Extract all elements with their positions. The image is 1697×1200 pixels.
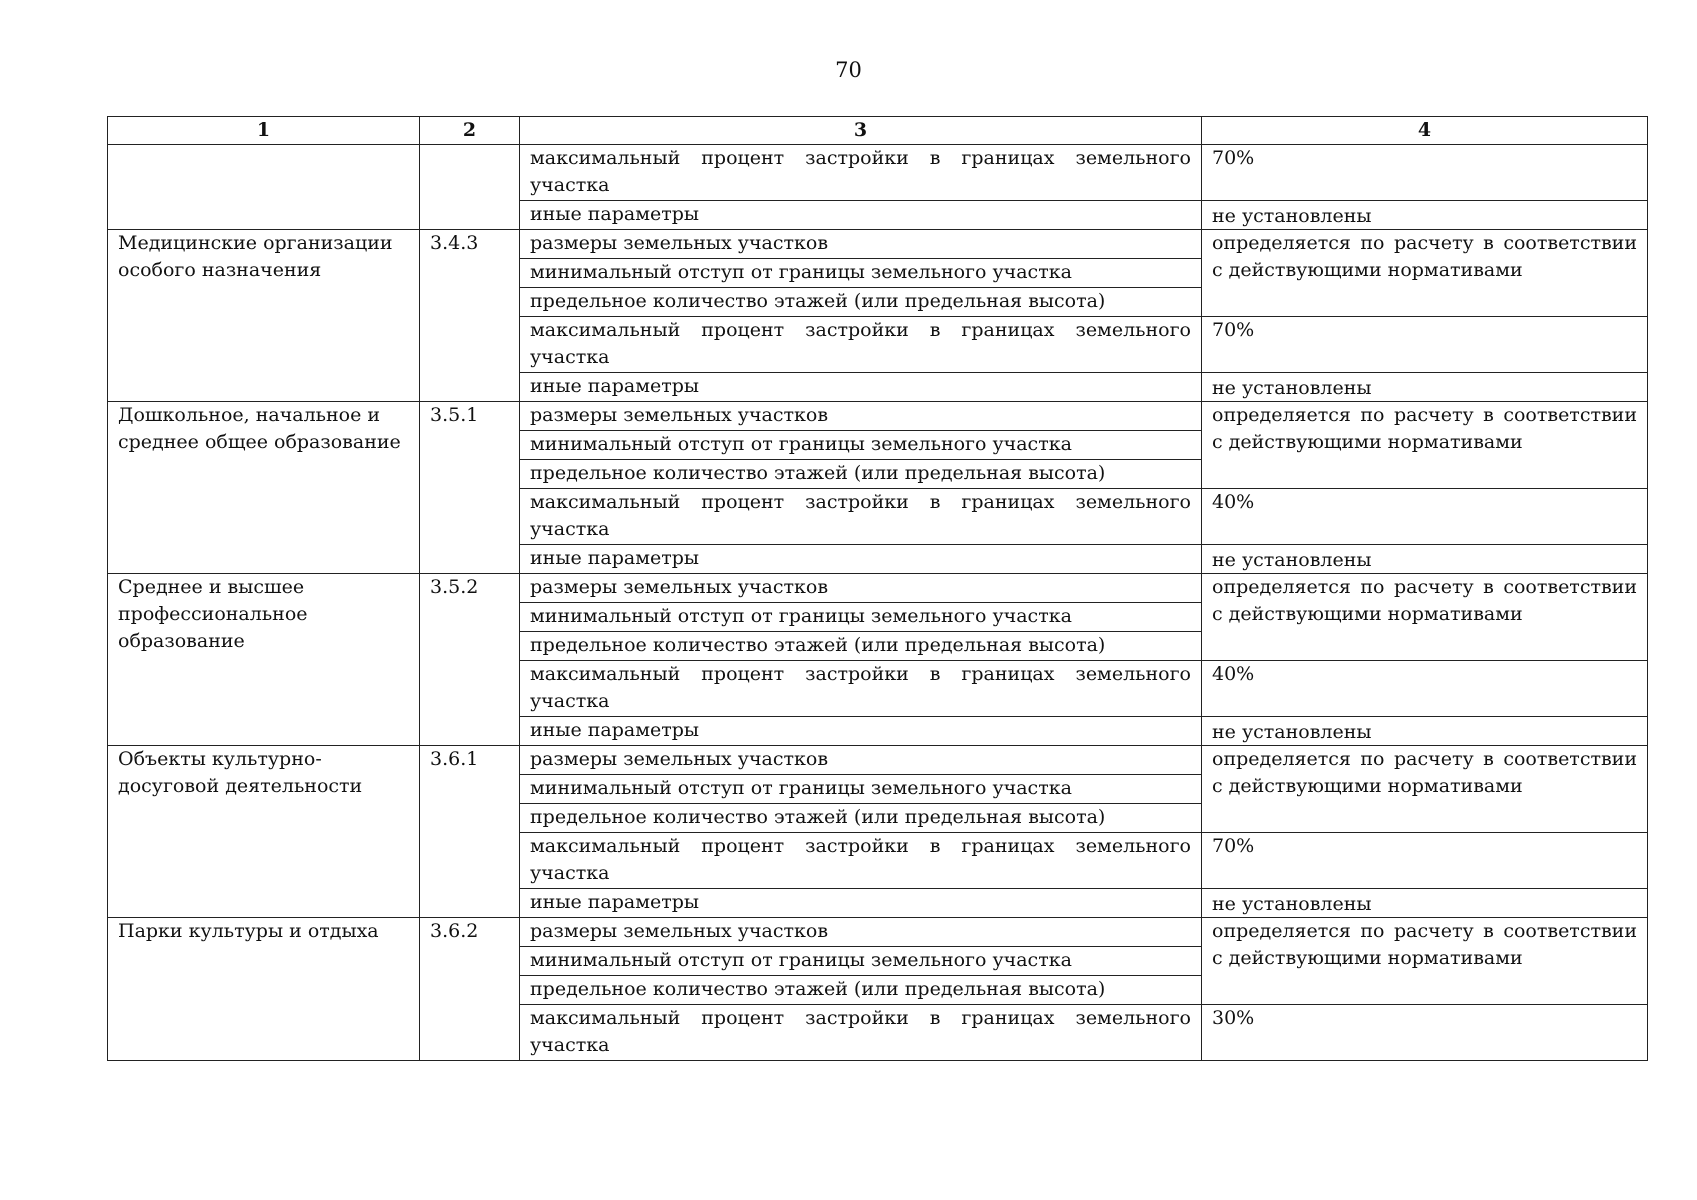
param-other: иные параметры xyxy=(520,373,1202,402)
param-coverage: максимальный процент застройки в границах земельного участка xyxy=(520,661,1202,717)
table-row xyxy=(108,402,1648,431)
param-other: иные параметры xyxy=(520,889,1202,918)
param-size: размеры земельных участков xyxy=(520,402,1202,431)
header-col-2: 2 xyxy=(420,117,520,145)
param-other: иные параметры xyxy=(520,201,1202,230)
param-other: иные параметры xyxy=(520,717,1202,746)
use-name: Среднее и высшее профессиональное образование xyxy=(108,574,420,746)
param-floors: предельное количество этажей (или предельная высота) xyxy=(520,976,1202,1005)
use-code: 3.6.1 xyxy=(420,746,520,918)
use-code: 3.6.2 xyxy=(420,918,520,1061)
param-floors: предельное количество этажей (или предельная высота) xyxy=(520,804,1202,833)
code-cell-empty xyxy=(420,145,520,230)
use-name: Объекты культурно-досуговой деятельности xyxy=(108,746,420,918)
table-row xyxy=(108,918,1648,947)
use-name: Медицинские организации особого назначения xyxy=(108,230,420,402)
value-determined: определяется по расчету в соответствии с действующими нормативами xyxy=(1202,918,1648,1005)
param-setback: минимальный отступ от границы земельного участка xyxy=(520,603,1202,632)
param-floors: предельное количество этажей (или предельная высота) xyxy=(520,632,1202,661)
table-row xyxy=(108,574,1648,603)
table-row xyxy=(108,145,1648,201)
param-setback: минимальный отступ от границы земельного участка xyxy=(520,259,1202,288)
table-row xyxy=(108,746,1648,775)
name-cell-empty xyxy=(108,145,420,230)
param-size: размеры земельных участков xyxy=(520,574,1202,603)
use-name: Дошкольное, начальное и среднее общее образование xyxy=(108,402,420,574)
param-size: размеры земельных участков xyxy=(520,230,1202,259)
value-determined: определяется по расчету в соответствии с действующими нормативами xyxy=(1202,574,1648,661)
value-other: не установлены xyxy=(1202,373,1648,402)
param-coverage: максимальный процент застройки в границах земельного участка xyxy=(520,317,1202,373)
param-coverage: максимальный процент застройки в границах земельного участка xyxy=(520,833,1202,889)
page-number: 70 xyxy=(835,58,862,82)
header-col-1: 1 xyxy=(108,117,420,145)
use-code: 3.5.2 xyxy=(420,574,520,746)
value-coverage: 30% xyxy=(1202,1005,1648,1061)
param-coverage: максимальный процент застройки в границах земельного участка xyxy=(520,489,1202,545)
value-coverage: 40% xyxy=(1202,661,1648,717)
header-col-3: 3 xyxy=(520,117,1202,145)
zoning-parameters-table xyxy=(107,116,1648,1061)
param-other: иные параметры xyxy=(520,545,1202,574)
value-coverage: 70% xyxy=(1202,145,1648,201)
header-row xyxy=(108,117,1648,145)
param-setback: минимальный отступ от границы земельного участка xyxy=(520,947,1202,976)
value-coverage: 70% xyxy=(1202,317,1648,373)
use-code: 3.5.1 xyxy=(420,402,520,574)
param-size: размеры земельных участков xyxy=(520,746,1202,775)
param-coverage: максимальный процент застройки в границах земельного участка xyxy=(520,145,1202,201)
param-setback: минимальный отступ от границы земельного участка xyxy=(520,775,1202,804)
param-coverage: максимальный процент застройки в границах земельного участка xyxy=(520,1005,1202,1061)
header-col-4: 4 xyxy=(1202,117,1648,145)
use-name: Парки культуры и отдыха xyxy=(108,918,420,1061)
value-other: не установлены xyxy=(1202,201,1648,230)
param-setback: минимальный отступ от границы земельного участка xyxy=(520,431,1202,460)
param-floors: предельное количество этажей (или предельная высота) xyxy=(520,460,1202,489)
value-other: не установлены xyxy=(1202,889,1648,918)
value-determined: определяется по расчету в соответствии с действующими нормативами xyxy=(1202,230,1648,317)
value-other: не установлены xyxy=(1202,545,1648,574)
value-coverage: 70% xyxy=(1202,833,1648,889)
table-row xyxy=(108,230,1648,259)
param-floors: предельное количество этажей (или предельная высота) xyxy=(520,288,1202,317)
param-size: размеры земельных участков xyxy=(520,918,1202,947)
value-coverage: 40% xyxy=(1202,489,1648,545)
value-determined: определяется по расчету в соответствии с действующими нормативами xyxy=(1202,402,1648,489)
value-other: не установлены xyxy=(1202,717,1648,746)
use-code: 3.4.3 xyxy=(420,230,520,402)
value-determined: определяется по расчету в соответствии с действующими нормативами xyxy=(1202,746,1648,833)
